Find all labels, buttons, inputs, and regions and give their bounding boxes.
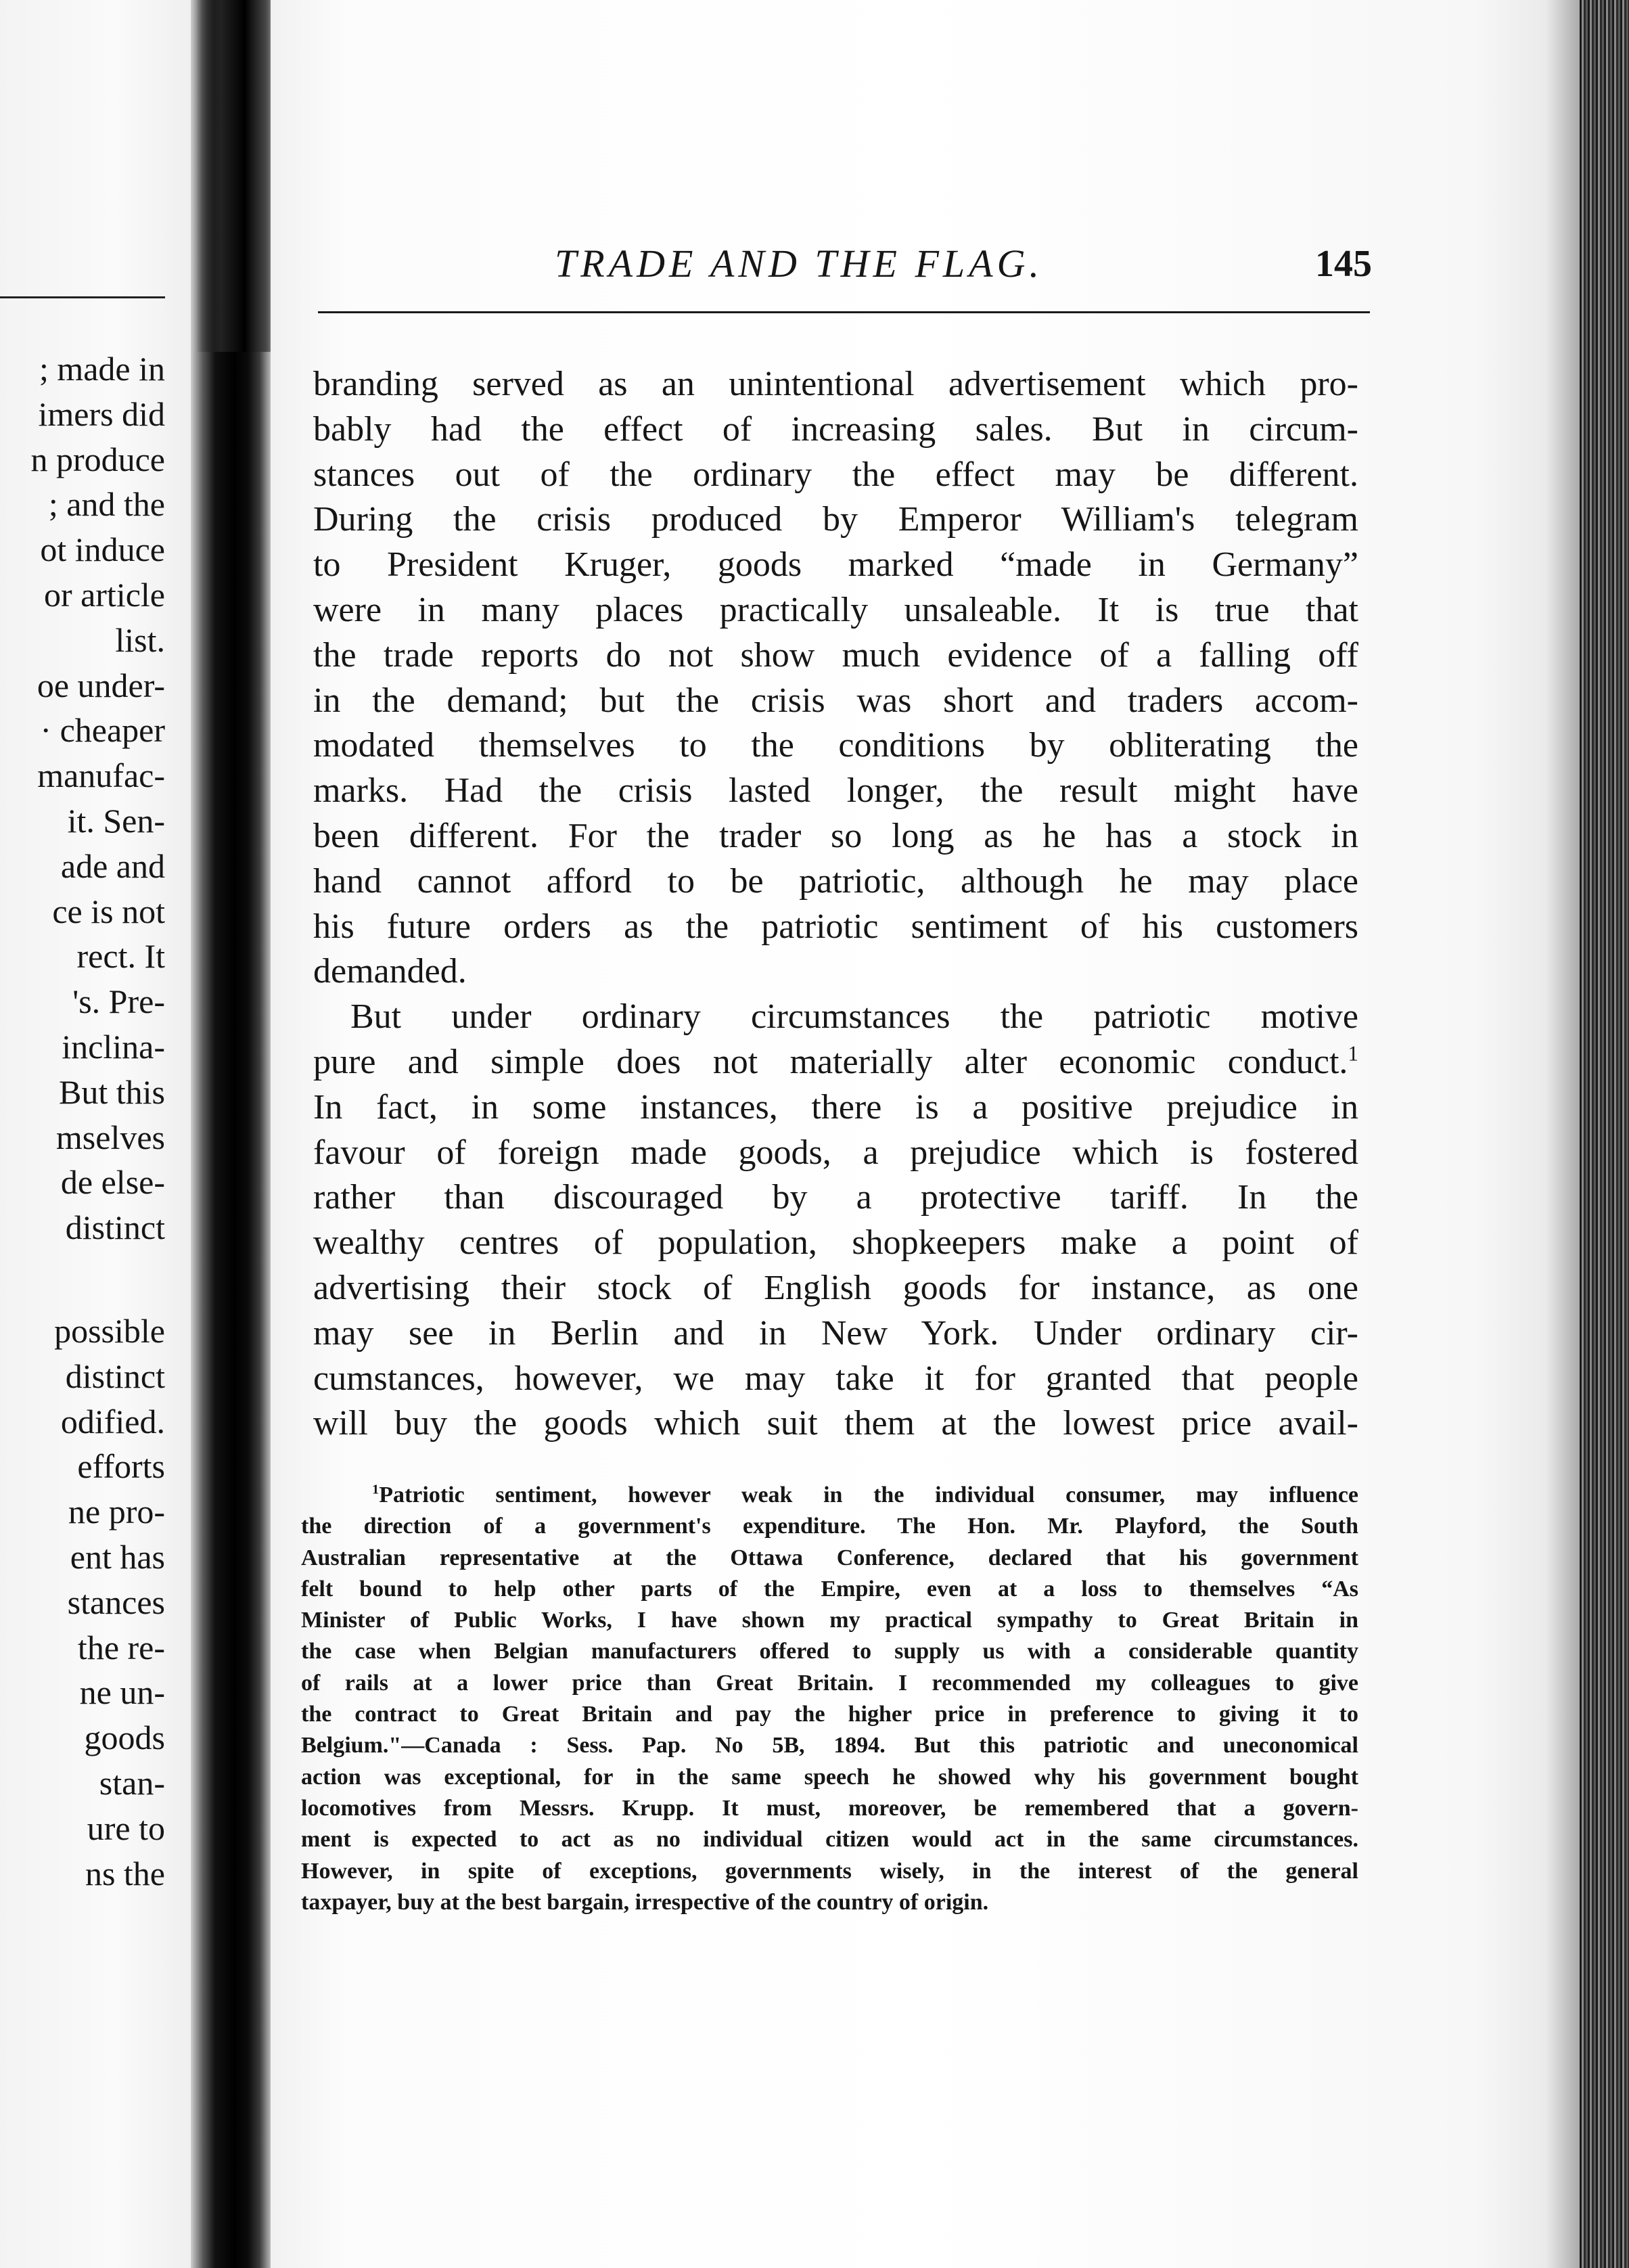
body-line: But under ordinary circumstances the patriotic motive — [350, 997, 1358, 1037]
page-number: 145 — [1315, 243, 1372, 285]
footnote-marker: 1 — [372, 1482, 380, 1497]
previous-page-fragment — [0, 0, 191, 2268]
left-paragraph-gap — [0, 1250, 165, 1309]
previous-page-text — [0, 346, 165, 1896]
left-line: · cheaper — [40, 711, 165, 750]
footnote-line: the case when Belgian manufacturers offered to supply us with a considerable quantity — [301, 1639, 1358, 1664]
body-line: During the crisis produced by Emperor William's telegram — [313, 500, 1358, 539]
footnote-line: Minister of Public Works, I have shown my practical sympathy to Great Britain in — [301, 1608, 1358, 1633]
left-line: mselves — [55, 1118, 165, 1156]
left-line: stan- — [99, 1763, 165, 1802]
body-line: in the demand; but the crisis was short and traders accom- — [313, 681, 1358, 720]
left-line: ade and — [60, 846, 165, 885]
footnote-line: action was exceptional, for in the same speech he showed why his government bought — [301, 1764, 1358, 1790]
left-line: distinct — [65, 1208, 165, 1247]
footnote-line: felt bound to help other parts of the Empire, even at a loss to themselves “As — [301, 1576, 1358, 1602]
left-line: inclina- — [62, 1027, 165, 1066]
left-line: oe under- — [37, 666, 165, 704]
left-line: 's. Pre- — [72, 982, 165, 1021]
left-line: it. Sen- — [67, 801, 165, 840]
body-line: hand cannot afford to be patriotic, although he may place — [313, 861, 1358, 901]
body-line: demanded. — [313, 952, 467, 991]
footnote-line: Australian representative at the Ottawa Conference, declared that his government — [301, 1545, 1358, 1570]
left-line: distinct — [65, 1357, 165, 1395]
body-line-text: pure and simple does not materially alter economic conduct. — [313, 1042, 1348, 1081]
left-line: ; and the — [48, 485, 165, 524]
left-line: ot induce — [40, 530, 165, 569]
body-line-with-footnote-ref — [313, 1040, 1358, 1085]
left-line: list. — [115, 620, 165, 659]
footnote-line: the direction of a government's expenditure. The Hon. Mr. Playford, the South — [301, 1514, 1358, 1539]
left-line: the re- — [77, 1628, 165, 1666]
body-line: may see in Berlin and in New York. Under ordinary cir- — [313, 1313, 1358, 1353]
body-line: marks. Had the crisis lasted longer, the result might have — [313, 771, 1358, 811]
body-line: his future orders as the patriotic sentiment of his customers — [313, 907, 1358, 946]
footnote-line-text: Patriotic sentiment, however weak in the individual consumer, may influence — [379, 1482, 1358, 1507]
page-edge-shadow — [1546, 0, 1580, 2268]
previous-page-header-rule — [0, 296, 165, 298]
left-line: imers did — [38, 394, 165, 433]
left-line: goods — [84, 1719, 165, 1757]
left-line: ent has — [70, 1537, 165, 1576]
left-line: rect. It — [76, 937, 165, 976]
body-line: will buy the goods which suit them at the lowest price avail- — [313, 1404, 1358, 1443]
left-line: de else- — [60, 1163, 165, 1202]
left-line: efforts — [77, 1447, 165, 1486]
body-line: were in many places practically unsaleable. It is true that — [313, 590, 1358, 629]
footnote-first-line — [301, 1480, 1358, 1511]
left-line: ns the — [85, 1854, 165, 1892]
footnote-reference: 1 — [1348, 1041, 1358, 1066]
body-text — [313, 362, 1358, 1447]
left-line: possible — [54, 1311, 165, 1350]
body-line: stances out of the ordinary the effect may be different. — [313, 455, 1358, 494]
left-line: stances — [67, 1583, 165, 1621]
body-line: branding served as an unintentional advertisement which pro- — [313, 365, 1358, 403]
footnote-line: However, in spite of exceptions, governments wisely, in the interest of the general — [301, 1858, 1358, 1884]
book-binding-fold — [196, 0, 277, 352]
left-line: manufac- — [37, 756, 165, 795]
body-line: to President Kruger, goods marked “made in Germany” — [313, 545, 1358, 585]
left-line: But this — [59, 1072, 165, 1111]
body-line: modated themselves to the conditions by obliterating the — [313, 726, 1358, 765]
header-rule — [318, 311, 1370, 313]
book-page-edges — [1580, 0, 1629, 2268]
left-line: ne pro- — [68, 1493, 165, 1531]
footnote — [301, 1480, 1358, 1918]
left-line: ce is not — [52, 892, 165, 930]
running-header-title: TRADE AND THE FLAG. — [555, 242, 1043, 286]
body-line: rather than discouraged by a protective tariff. In the — [313, 1178, 1358, 1217]
left-line: odified. — [60, 1402, 165, 1441]
left-line: n produce — [30, 440, 165, 478]
body-line: advertising their stock of English goods for instance, as one — [313, 1268, 1358, 1307]
left-line: or article — [43, 575, 165, 614]
body-line: been different. For the trader so long as he has a stock in — [313, 816, 1358, 855]
left-line: ; made in — [39, 350, 165, 388]
body-line: cumstances, however, we may take it for granted that people — [313, 1359, 1358, 1398]
left-line: ne un- — [79, 1673, 165, 1712]
body-line: bably had the effect of increasing sales. But in circum- — [313, 409, 1358, 449]
body-line: In fact, in some instances, there is a positive prejudice in — [313, 1087, 1358, 1127]
footnote-line: taxpayer, buy at the best bargain, irrespective of the country of origin. — [301, 1889, 989, 1915]
body-line: wealthy centres of population, shopkeepers make a point of — [313, 1223, 1358, 1263]
footnote-line: ment is expected to act as no individual citizen would act in the same circumstances. — [301, 1827, 1358, 1853]
body-line: favour of foreign made goods, a prejudice which is fostered — [313, 1133, 1358, 1172]
footnote-line: Belgium."—Canada : Sess. Pap. No 5B, 1894. But this patriotic and uneconomical — [301, 1733, 1358, 1759]
footnote-line: of rails at a lower price than Great Britain. I recommended my colleagues to give — [301, 1670, 1358, 1696]
footnote-line: the contract to Great Britain and pay the higher price in preference to giving it to — [301, 1702, 1358, 1727]
body-line: the trade reports do not show much evidence of a falling off — [313, 635, 1358, 675]
left-line: ure to — [87, 1809, 165, 1847]
footnote-line: locomotives from Messrs. Krupp. It must, moreover, be remembered that a govern- — [301, 1795, 1358, 1821]
